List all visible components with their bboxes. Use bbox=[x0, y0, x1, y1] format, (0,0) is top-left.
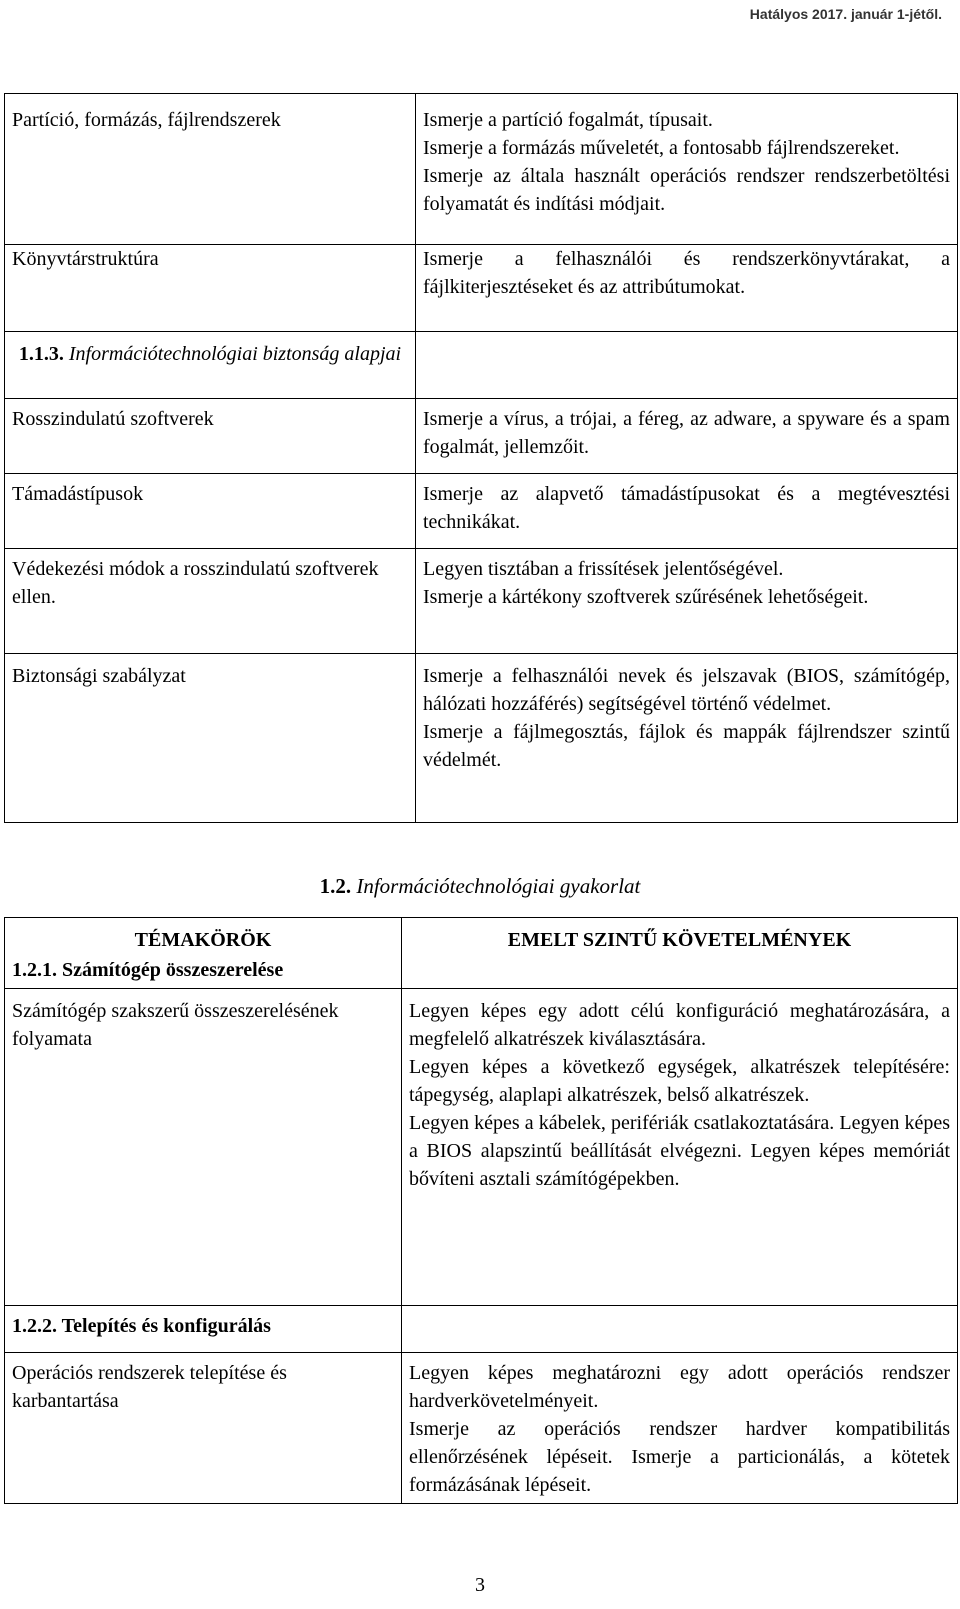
section-heading bbox=[0, 872, 960, 900]
section-number: 1.1.3. bbox=[18, 343, 64, 365]
requirement-text: Ismerje a felhasználói és rendszerkönyvtárakat, a fájlkiterjesztéseket és az attribútumokat. bbox=[423, 248, 950, 298]
subsection-2-heading: 1.2.2. Telepítés és konfigurálás bbox=[5, 1306, 402, 1353]
table-row bbox=[5, 654, 958, 823]
requirement-text: Ismerje a felhasználói nevek és jelszavak (BIOS, számítógép, hálózati hozzáférés) segítségével történő védelmet. bbox=[423, 665, 950, 715]
topic-cell bbox=[5, 654, 416, 823]
section-number: 1.2. bbox=[319, 874, 352, 898]
requirement-text: Ismerje az alapvető támadástípusokat és a megtévesztési technikákat. bbox=[423, 483, 950, 533]
requirements-table-1 bbox=[4, 93, 958, 823]
topic-security-policy: Biztonsági szabályzat bbox=[12, 665, 186, 687]
table-row bbox=[5, 474, 958, 549]
empty-cell bbox=[416, 332, 958, 399]
requirement-cell bbox=[416, 94, 958, 245]
requirement-cell bbox=[416, 245, 958, 332]
topic-cell bbox=[5, 399, 416, 474]
topic-malware: Rosszindulatú szoftverek bbox=[12, 408, 214, 430]
topic-directory-structure: Könyvtárstruktúra bbox=[12, 248, 159, 270]
table-row bbox=[5, 245, 958, 332]
requirement-text: Legyen képes meghatározni egy adott operációs rendszer hardverkövetelményeit. bbox=[409, 1362, 950, 1412]
requirement-text: Ismerje a kártékony szoftverek szűrésének lehetőségeit. bbox=[423, 586, 869, 608]
topic-attack-types: Támadástípusok bbox=[12, 483, 144, 505]
topic-os-install: Operációs rendszerek telepítése és karbantartása bbox=[12, 1362, 287, 1412]
section-heading-cell bbox=[5, 332, 416, 399]
requirement-text: Legyen képes egy adott célú konfiguráció meghatározására, a megfelelő alkatrészek kiválasztására. bbox=[409, 1000, 950, 1050]
topic-cell bbox=[5, 989, 402, 1306]
effective-date-header: Hatályos 2017. január 1-jétől. bbox=[749, 6, 942, 22]
topic-cell bbox=[5, 549, 416, 654]
table-row bbox=[5, 399, 958, 474]
table-row bbox=[5, 1306, 958, 1353]
requirement-text: Ismerje az általa használt operációs rendszer rendszerbetöltési folyamatát és indítási módjait. bbox=[423, 165, 950, 215]
table-row bbox=[5, 1353, 958, 1504]
topics-header-cell bbox=[5, 918, 402, 989]
topic-defense: Védekezési módok a rosszindulatú szoftverek ellen. bbox=[12, 558, 379, 608]
requirement-text: Ismerje a formázás műveletét, a fontosabb fájlrendszereket. bbox=[423, 137, 900, 159]
subsection-1-heading: 1.2.1. Számítógép összeszerelése bbox=[12, 959, 284, 981]
empty-cell bbox=[402, 1306, 958, 1353]
section-title: Információtechnológiai gyakorlat bbox=[356, 874, 641, 898]
topic-cell bbox=[5, 1353, 402, 1504]
requirement-cell bbox=[416, 654, 958, 823]
topic-cell bbox=[5, 245, 416, 332]
table-header-row bbox=[5, 918, 958, 989]
requirement-text: Legyen képes a kábelek, perifériák csatlakoztatására. Legyen képes a BIOS alapszintű beállítását elvégezni. Legyen képes memóriát bővíteni asztali számítógépekben. bbox=[409, 1112, 950, 1190]
requirement-text: Ismerje a vírus, a trójai, a féreg, az adware, a spyware és a spam fogalmát, jellemzőit. bbox=[423, 408, 950, 458]
table-row bbox=[5, 549, 958, 654]
table-row bbox=[5, 94, 958, 245]
requirement-cell bbox=[402, 989, 958, 1306]
requirement-text: Ismerje a fájlmegosztás, fájlok és mappák fájlrendszer szintű védelmét. bbox=[423, 721, 950, 771]
page-number: 3 bbox=[475, 1574, 485, 1596]
topic-cell bbox=[5, 94, 416, 245]
requirement-text: Ismerje a partíció fogalmát, típusait. bbox=[423, 109, 713, 131]
requirement-cell bbox=[416, 399, 958, 474]
requirement-cell bbox=[402, 1353, 958, 1504]
requirements-table-2 bbox=[4, 917, 958, 1504]
table-row bbox=[5, 989, 958, 1306]
topic-cell bbox=[5, 474, 416, 549]
requirement-text: Ismerje az operációs rendszer hardver kompatibilitás ellenőrzésének lépéseit. Ismerje a particionálás, a kötetek formázásának lépéseit. bbox=[409, 1418, 950, 1496]
requirement-cell bbox=[416, 474, 958, 549]
requirement-text: Legyen tisztában a frissítések jelentőségével. bbox=[423, 558, 784, 580]
requirements-column-header: EMELT SZINTŰ KÖVETELMÉNYEK bbox=[402, 918, 958, 989]
requirement-cell bbox=[416, 549, 958, 654]
table-row bbox=[5, 332, 958, 399]
topics-column-header: TÉMAKÖRÖK bbox=[134, 929, 272, 951]
section-title: Információtechnológiai biztonság alapjai bbox=[68, 343, 402, 365]
topic-partition: Partíció, formázás, fájlrendszerek bbox=[12, 109, 281, 131]
topic-assembly: Számítógép szakszerű összeszerelésének folyamata bbox=[12, 1000, 339, 1050]
requirement-text: Legyen képes a következő egységek, alkatrészek telepítésére: tápegység, alaplapi alkatrészek, belső alkatrészek. bbox=[409, 1056, 950, 1106]
